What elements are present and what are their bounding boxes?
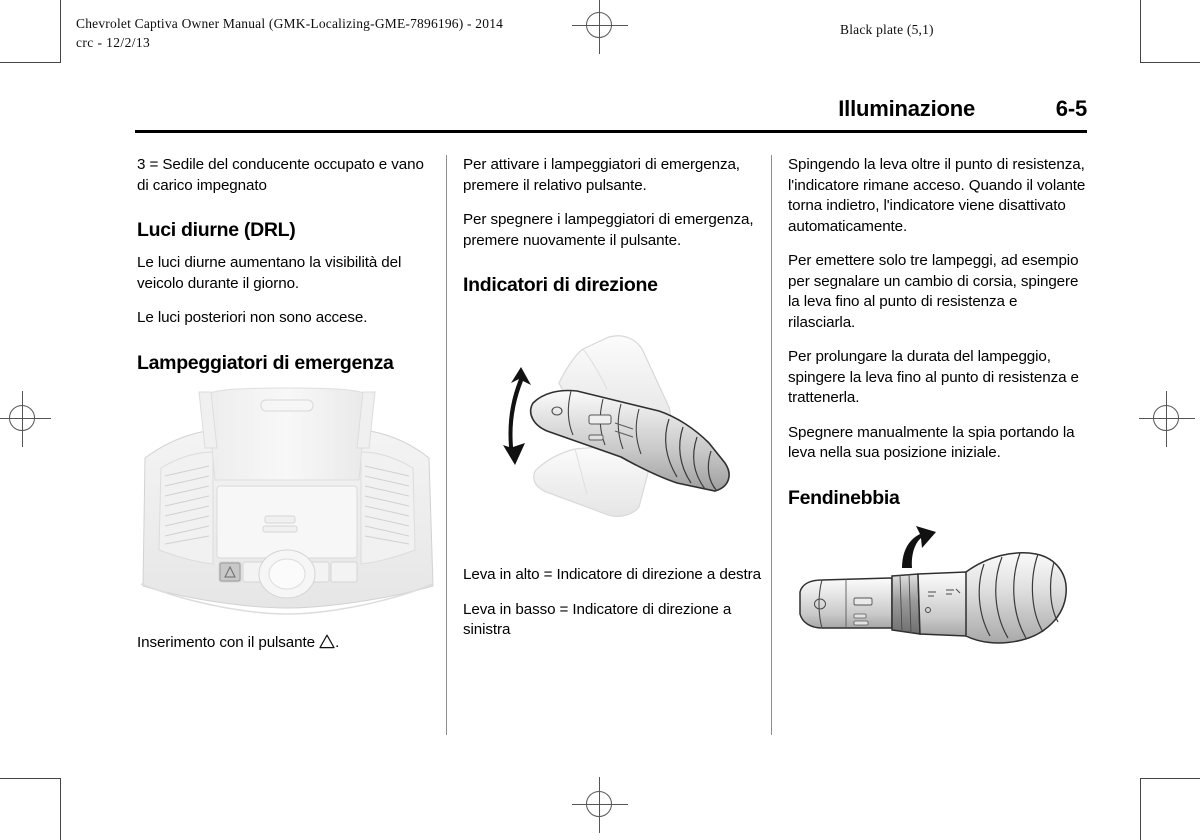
page-title — [135, 96, 1087, 132]
turn-signal-down-caption: Leva in basso = Indicatore di direzione a sinistra — [463, 600, 732, 638]
crop-mark-bottom-right-vertical — [1140, 778, 1141, 840]
title-divider-rule — [135, 130, 1087, 133]
hazard-triangle-icon — [319, 634, 335, 649]
page-number: 6-5 — [1055, 96, 1087, 121]
hazard-caption-period: . — [335, 633, 340, 651]
indicator-paragraph-4: Spegnere manualmente la spia portando la leva nella sua posizione iniziale. — [788, 423, 1075, 461]
chapter-title: Illuminazione — [838, 96, 975, 121]
column-2 — [463, 155, 763, 655]
column-divider-1 — [446, 155, 447, 735]
running-head-right: Black plate (5,1) — [840, 22, 934, 37]
turn-signal-figure — [463, 311, 763, 551]
heading-lampeggiatori-emergenza: Lampeggiatori di emergenza — [137, 351, 394, 374]
registration-mark-right — [1139, 391, 1195, 447]
hazard-caption-text: Inserimento con il pulsante — [137, 633, 315, 651]
crop-mark-bottom-left-horizontal — [0, 778, 61, 779]
center-console-figure — [137, 386, 437, 619]
fog-stalk-shaft — [800, 578, 892, 629]
heading-luci-diurne: Luci diurne (DRL) — [137, 219, 296, 241]
crop-mark-bottom-right-horizontal — [1140, 778, 1200, 779]
crop-mark-top-right-vertical — [1140, 0, 1141, 62]
indicator-paragraph-3: Per prolungare la durata del lampeggio, spingere la leva fino al punto di resistenza e trattenerla. — [788, 348, 1079, 406]
hazard-button-in-illustration — [220, 563, 240, 581]
turn-signal-up-caption: Leva in alto = Indicatore di direzione a destra — [463, 566, 761, 583]
legend-line: 3 = Sedile del conducente occupato e vano di carico impegnato — [137, 156, 424, 194]
running-head-left — [76, 14, 503, 52]
registration-mark-circle — [1153, 405, 1179, 431]
indicator-paragraph-2: Per emettere solo tre lampeggi, ad esempio per segnalare un cambio di corsia, spingere la leva fino al punto di resistenza e rilasciarla. — [788, 252, 1079, 331]
column-divider-2 — [771, 155, 772, 735]
hazard-button-caption — [137, 633, 437, 654]
registration-mark-left — [0, 391, 51, 447]
indicator-paragraph-1: Spingendo la leva oltre il punto di resistenza, l'indicatore rimane acceso. Quando il volante torna indietro, l'indicatore viene disattivato automaticamente. — [788, 156, 1086, 235]
registration-mark-circle — [586, 12, 612, 38]
fog-lamp-rotary-collar — [892, 574, 920, 634]
crop-mark-top-left-horizontal — [0, 62, 61, 63]
heading-indicatori-di-direzione: Indicatori di direzione — [463, 274, 658, 296]
registration-mark-circle — [9, 405, 35, 431]
crop-mark-top-left-vertical — [60, 0, 61, 62]
center-console-illustration — [137, 386, 437, 619]
registration-mark-bottom — [572, 777, 628, 833]
hazard-activate-paragraph: Per attivare i lampeggiatori di emergenza, premere il relativo pulsante. — [463, 156, 740, 194]
column-3 — [788, 155, 1088, 678]
crop-mark-top-right-horizontal — [1140, 62, 1200, 63]
fog-lamp-figure — [788, 524, 1088, 664]
heading-fendinebbia: Fendinebbia — [788, 486, 900, 509]
column-1 — [137, 155, 437, 667]
turn-signal-stalk-illustration — [463, 311, 763, 551]
crop-mark-bottom-left-vertical — [60, 778, 61, 840]
registration-mark-top — [572, 0, 628, 54]
hazard-deactivate-paragraph: Per spegnere i lampeggiatori di emergenza, premere nuovamente il pulsante. — [463, 211, 754, 249]
running-head-line-2: crc - 12/2/13 — [76, 35, 151, 50]
fog-lamp-stalk-illustration — [788, 524, 1088, 664]
drl-paragraph-1: Le luci diurne aumentano la visibilità del veicolo durante il giorno. — [137, 254, 402, 292]
drl-paragraph-2: Le luci posteriori non sono accese. — [137, 309, 368, 326]
running-head-line-1: Chevrolet Captiva Owner Manual (GMK-Localizing-GME-7896196) - 2014 — [76, 16, 504, 31]
registration-mark-circle — [586, 791, 612, 817]
